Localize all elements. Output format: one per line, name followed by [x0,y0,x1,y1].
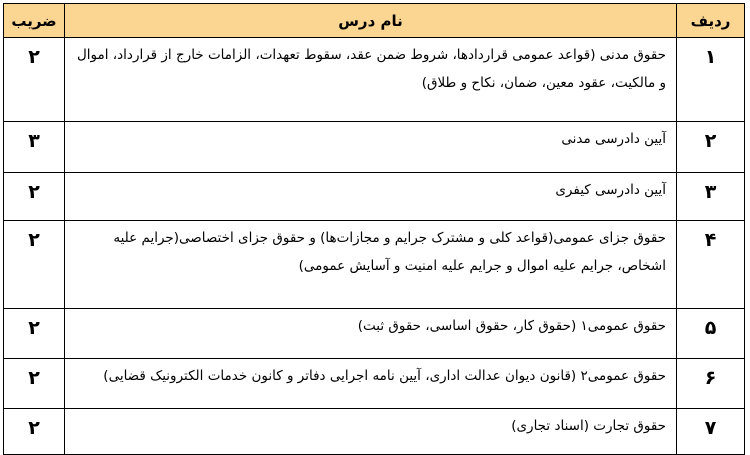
row-number: ۲ [677,122,745,173]
course-name: آیین دادرسی مدنی [65,122,677,173]
header-coefficient: ضریب [4,4,65,38]
table-row [4,221,745,309]
row-number: ۶ [677,359,745,409]
header-row [4,4,745,38]
course-name: حقوق عمومی۲ (قانون دیوان عدالت اداری، آیین نامه اجرایی دفاتر و کانون خدمات الکترونیک قضایی) [65,359,677,409]
row-number: ۱ [677,38,745,122]
coefficient: ۲ [4,38,65,122]
table-row [4,359,745,409]
coefficient: ۲ [4,409,65,455]
coefficient: ۲ [4,221,65,309]
courses-table [3,3,745,455]
row-number: ۵ [677,309,745,359]
header-course-name: نام درس [65,4,677,38]
header-row-number: ردیف [677,4,745,38]
table-row [4,309,745,359]
row-number: ۳ [677,173,745,221]
coefficient: ۲ [4,173,65,221]
row-number: ۴ [677,221,745,309]
table-row [4,122,745,173]
course-name: حقوق تجارت (اسناد تجاری) [65,409,677,455]
coefficient: ۳ [4,122,65,173]
coefficient: ۲ [4,309,65,359]
table-row [4,38,745,122]
course-name: حقوق جزای عمومی(قواعد کلی و مشترک جرایم و مجازات‌ها) و حقوق جزای اختصاصی(جرایم علیه اشخاص، جرایم علیه اموال و جرایم علیه امنیت و آسایش عمومی) [65,221,677,309]
course-name: حقوق مدنی (قواعد عمومی قراردادها، شروط ضمن عقد، سقوط تعهدات، الزامات خارج از قرارداد، اموال و مالکیت، عقود معین، ضمان، نکاح و طلاق) [65,38,677,122]
table-row [4,409,745,455]
table-row [4,173,745,221]
course-name: آیین دادرسی کیفری [65,173,677,221]
course-name: حقوق عمومی۱ (حقوق کار، حقوق اساسی، حقوق ثبت) [65,309,677,359]
row-number: ۷ [677,409,745,455]
coefficient: ۲ [4,359,65,409]
